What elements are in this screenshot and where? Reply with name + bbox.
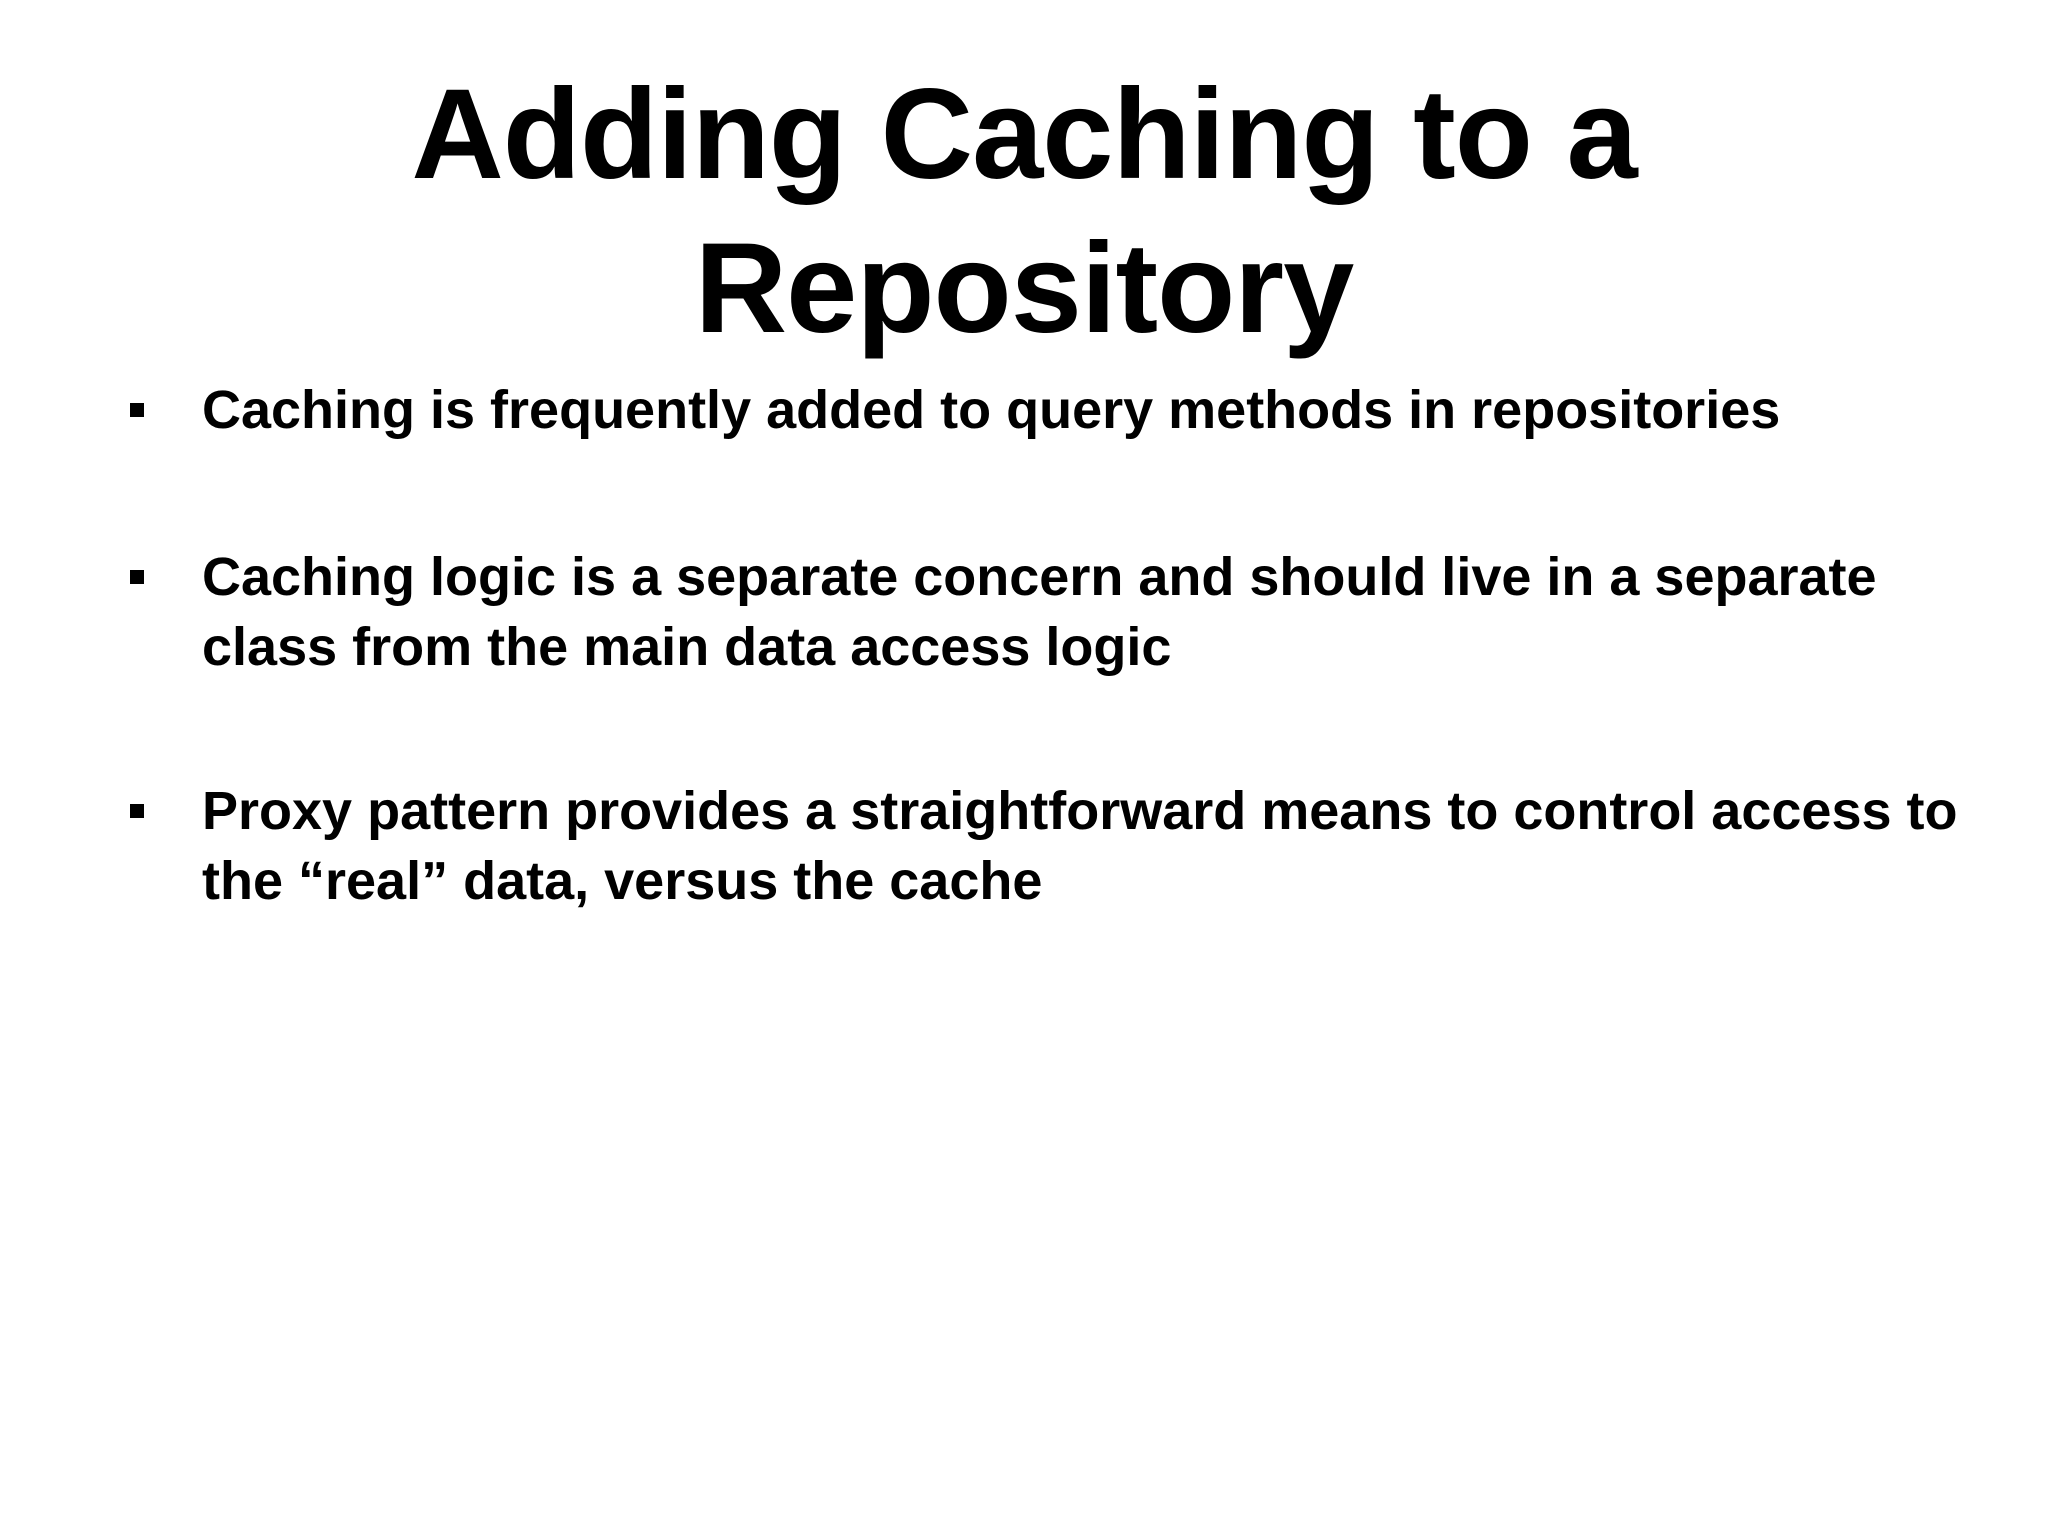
bullet-text: Proxy pattern provides a straightforward means to control access to the “real” data, versus the cache xyxy=(202,781,1958,911)
slide-title-line-1: Adding Caching to a xyxy=(411,63,1637,206)
square-bullet-icon xyxy=(130,804,144,818)
square-bullet-icon xyxy=(130,570,144,584)
square-bullet-icon xyxy=(130,403,144,417)
bullet-text: Caching is frequently added to query methods in repositories xyxy=(202,380,1781,440)
slide-title-line-2: Repository xyxy=(694,217,1354,360)
bullet-text: Caching logic is a separate concern and should live in a separate class from the main data access logic xyxy=(202,547,1877,677)
slide-title xyxy=(0,58,2048,366)
